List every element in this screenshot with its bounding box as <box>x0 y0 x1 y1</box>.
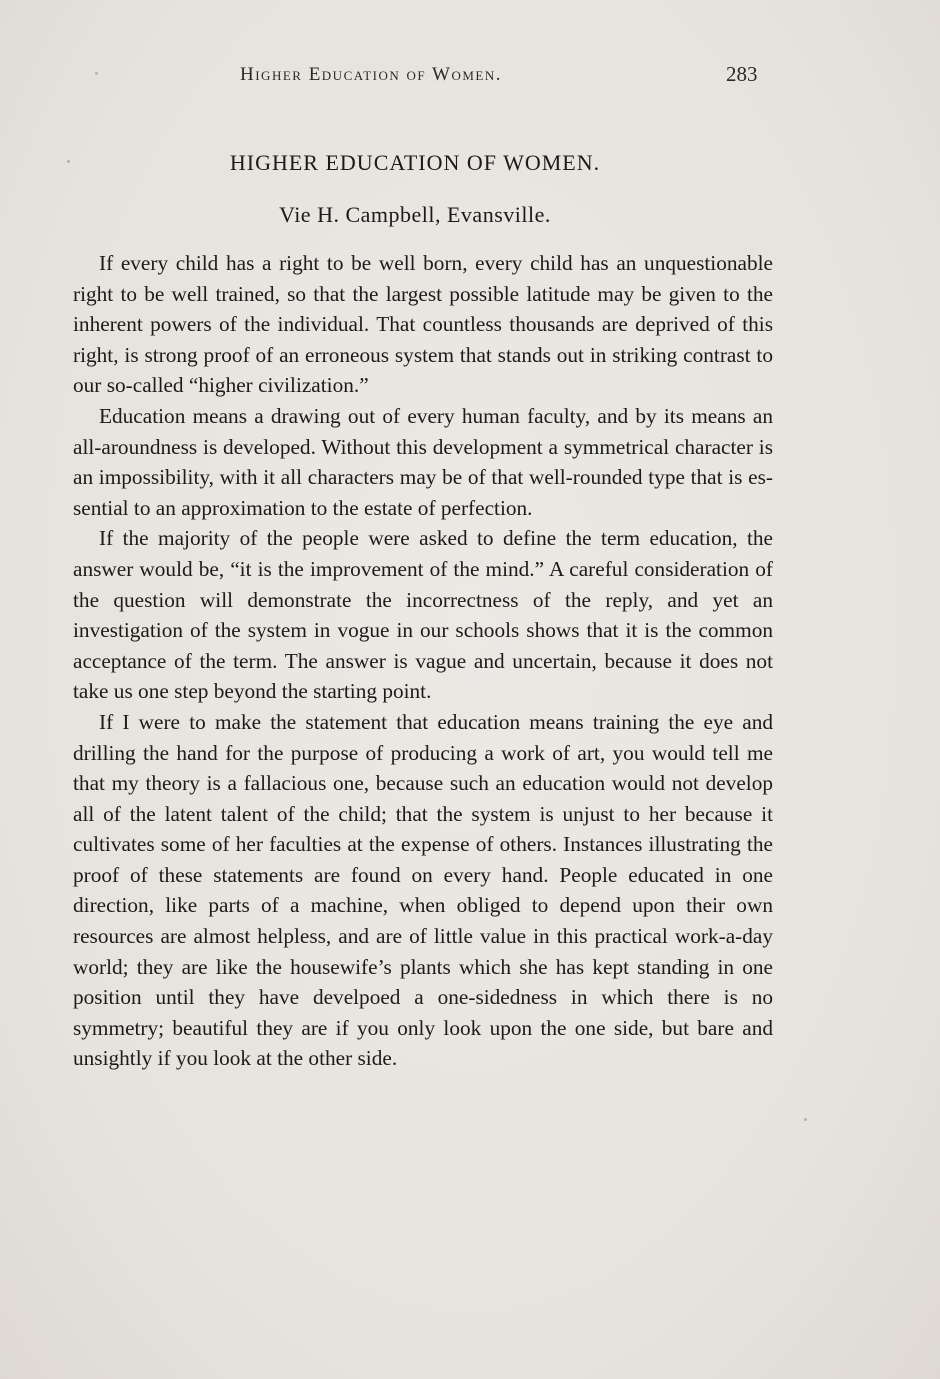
paper-speck <box>95 72 98 75</box>
paragraph: If every child has a right to be well born, every child has an unquestionable right to be well trained, so that the largest possible latitude may be given to the inherent powers of the individual. That countless thousands are deprived of this right, is strong proof of an erroneous system that stands out in striking contrast to our so-called “higher civilization.” <box>73 251 773 398</box>
paper-speck <box>67 160 70 163</box>
running-head: Higher Education of Women. <box>240 64 502 85</box>
article-body <box>73 248 773 1074</box>
paragraph: Education means a drawing out of every human faculty, and by its means an all-aroundness is developed. Without this development a symmetrical character is an impossibility, with it all characters may be of that well-rounded type that is essential to an approximation to the estate of perfection. <box>73 403 773 520</box>
article-byline: Vie H. Campbell, Evansville. <box>279 202 551 227</box>
page-number: 283 <box>726 62 758 86</box>
article-title: HIGHER EDUCATION OF WOMEN. <box>229 150 601 175</box>
paragraph: If I were to make the statement that education means training the eye and drilling the hand for the purpose of producing a work of art, you would tell me that my theory is a fallacious one, because such an education would not develop all of the latent talent of the child; that the system is unjust to her because it cultivates some of her faculties at the expense of others. Instances illustrating the proof of these statements are found on every hand. People educated in one direction, like parts of a machine, when obliged to depend upon their own resources are almost helpless, and are of little value in this practical work-a-day world; they are like the housewife’s plants which she has kept standing in one position until they have develpoed a one-sidedness in which there is no symmetry; beautiful they are if you only look upon the one side, but bare and unsightly if you look at the other side. <box>73 709 773 1071</box>
paper-speck <box>804 1118 807 1121</box>
paragraph: If the majority of the people were asked to define the term education, the answer would be, “it is the improvement of the mind.” A careful consideration of the question will demonstrate the incorrectness of the reply, and yet an investigation of the system in vogue in our schools shows that it is the common acceptance of the term. The answer is vague and uncertain, because it does not take us one step beyond the starting point. <box>73 526 773 704</box>
